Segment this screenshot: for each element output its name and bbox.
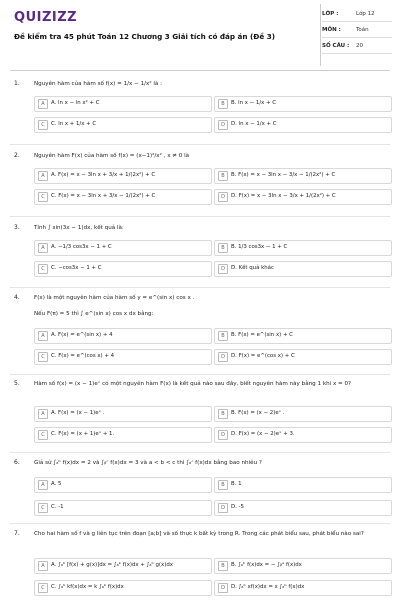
meta-key: SỐ CÂU : bbox=[322, 42, 350, 49]
option-letter: C bbox=[38, 120, 48, 130]
option-d[interactable] bbox=[214, 117, 392, 133]
question-text: Giả sử ∫ₐᵇ f(x)dx = 2 và ∫ᵦᶜ f(x)dx = 3 và a < b < c thì ∫ₐᶜ f(x)dx bằng bao nhiêu ? bbox=[34, 460, 262, 466]
option-c[interactable] bbox=[34, 117, 212, 133]
option-letter: A bbox=[38, 171, 48, 181]
option-text: A. F(x) = e^(sin x) + 4 bbox=[51, 332, 113, 338]
option-d[interactable] bbox=[214, 261, 392, 277]
option-text: C. F(x) = x − 3ln x + 3/x − 1/(2x²) + C bbox=[51, 193, 156, 199]
option-letter: D bbox=[218, 583, 228, 593]
option-text: C. ln x + 1/x + C bbox=[51, 121, 97, 127]
option-c[interactable] bbox=[34, 261, 212, 277]
option-letter: B bbox=[218, 480, 228, 490]
option-text: B. 1/3 cos3x − 1 + C bbox=[231, 244, 288, 250]
question-text: Nguyên hàm F(x) của hàm số f(x) = (x−1)²/x² , x ≠ 0 là bbox=[34, 153, 190, 159]
question-text: Hàm số f(x) = (x − 1)eˣ có một nguyên hàm F(x) là kết quả nào sau đây, biết nguyên hàm này bằng 1 khi x = 0? bbox=[34, 381, 352, 387]
question-3 bbox=[0, 222, 400, 284]
option-text: C. F(x) = (x + 1)eˣ + 1. bbox=[51, 431, 115, 437]
option-d[interactable] bbox=[214, 427, 392, 443]
option-text: D. ln x − 1/x + C bbox=[231, 121, 277, 127]
option-b[interactable] bbox=[214, 240, 392, 256]
option-c[interactable] bbox=[34, 427, 212, 443]
option-text: D. -5 bbox=[231, 504, 244, 510]
option-text: D. F(x) = (x − 2)eˣ + 3. bbox=[231, 431, 295, 437]
question-number: 1. bbox=[14, 80, 20, 87]
question-separator bbox=[10, 216, 390, 217]
question-text: Cho hai hàm số f và g liên tục trên đoạn [a;b] và số thực k bất kỳ trong R. Trong các phát biểu sau, phát biểu nào sai? bbox=[34, 531, 364, 537]
option-letter: B bbox=[218, 561, 228, 571]
option-letter: D bbox=[218, 352, 228, 362]
header-divider bbox=[10, 70, 390, 71]
option-text: B. ln x − 1/x + C bbox=[231, 100, 277, 106]
option-text: A. F(x) = (x − 1)eˣ . bbox=[51, 410, 105, 416]
option-letter: D bbox=[218, 430, 228, 440]
question-text: Nguyên hàm của hàm số f(x) = 1/x − 1/x² là : bbox=[34, 81, 163, 87]
option-letter: C bbox=[38, 583, 48, 593]
option-letter: B bbox=[218, 171, 228, 181]
option-b[interactable] bbox=[214, 168, 392, 184]
question-separator bbox=[10, 374, 390, 375]
meta-row-class bbox=[322, 6, 392, 22]
option-letter: B bbox=[218, 409, 228, 419]
question-number: 6. bbox=[14, 459, 20, 466]
option-text: D. F(x) = e^(cos x) + C bbox=[231, 353, 295, 359]
question-separator bbox=[10, 144, 390, 145]
meta-row-subject bbox=[322, 22, 392, 38]
option-a[interactable] bbox=[34, 406, 212, 422]
question-separator bbox=[10, 523, 390, 524]
option-a[interactable] bbox=[34, 168, 212, 184]
question-subtext: Nếu F(π) = 5 thì ∫ e^(sin x) cos x dx bằng: bbox=[34, 311, 154, 317]
option-text: A. F(x) = x − 3ln x + 3/x + 1/(2x²) + C bbox=[51, 172, 156, 178]
option-letter: C bbox=[38, 430, 48, 440]
question-number: 4. bbox=[14, 294, 20, 301]
meta-row-count bbox=[322, 38, 392, 54]
option-text: A. ln x − ln x² + C bbox=[51, 100, 100, 106]
question-5 bbox=[0, 378, 400, 450]
option-text: B. ∫ₐᵇ f(x)dx = − ∫ᵦᵃ f(x)dx bbox=[231, 562, 302, 568]
option-d[interactable] bbox=[214, 349, 392, 365]
meta-key: MÔN : bbox=[322, 26, 341, 33]
option-b[interactable] bbox=[214, 477, 392, 493]
meta-value: 20 bbox=[356, 42, 363, 49]
option-letter: C bbox=[38, 352, 48, 362]
question-6 bbox=[0, 457, 400, 519]
option-c[interactable] bbox=[34, 349, 212, 365]
option-letter: D bbox=[218, 503, 228, 513]
option-text: A. −1/3 cos3x − 1 + C bbox=[51, 244, 112, 250]
option-text: D. Kết quả khác bbox=[231, 265, 274, 271]
option-a[interactable] bbox=[34, 96, 212, 112]
option-letter: C bbox=[38, 503, 48, 513]
option-b[interactable] bbox=[214, 558, 392, 574]
option-letter: C bbox=[38, 264, 48, 274]
option-letter: A bbox=[38, 99, 48, 109]
option-text: D. ∫ₐᵇ xf(x)dx = x ∫ₐᵇ f(x)dx bbox=[231, 584, 305, 590]
meta-panel bbox=[322, 6, 392, 54]
question-text: Tính ∫ sin(3x − 1)dx, kết quả là: bbox=[34, 225, 124, 231]
meta-value: Lớp 12 bbox=[356, 10, 375, 17]
option-text: C. −cos3x − 1 + C bbox=[51, 265, 102, 271]
option-a[interactable] bbox=[34, 328, 212, 344]
question-7 bbox=[0, 528, 400, 600]
option-letter: B bbox=[218, 99, 228, 109]
meta-key: LỚP : bbox=[322, 10, 339, 17]
option-letter: D bbox=[218, 264, 228, 274]
option-a[interactable] bbox=[34, 558, 212, 574]
option-text: C. F(x) = e^(cos x) + 4 bbox=[51, 353, 115, 359]
option-letter: A bbox=[38, 480, 48, 490]
question-1 bbox=[0, 78, 400, 140]
option-a[interactable] bbox=[34, 477, 212, 493]
option-a[interactable] bbox=[34, 240, 212, 256]
option-d[interactable] bbox=[214, 500, 392, 516]
option-letter: A bbox=[38, 243, 48, 253]
option-text: B. F(x) = (x − 2)eˣ . bbox=[231, 410, 285, 416]
option-text: C. -1 bbox=[51, 504, 64, 510]
option-b[interactable] bbox=[214, 328, 392, 344]
question-text: F(x) là một nguyên hàm của hàm số y = e^(sin x) cos x . bbox=[34, 295, 195, 301]
option-text: C. ∫ₐᵇ kf(x)dx = k ∫ₐᵇ f(x)dx bbox=[51, 584, 124, 590]
option-letter: B bbox=[218, 331, 228, 341]
question-separator bbox=[10, 452, 390, 453]
option-c[interactable] bbox=[34, 500, 212, 516]
option-d[interactable] bbox=[214, 189, 392, 205]
question-number: 5. bbox=[14, 380, 20, 387]
question-number: 2. bbox=[14, 152, 20, 159]
page-title: Đề kiểm tra 45 phút Toán 12 Chương 3 Giải tích có đáp án (Đề 3) bbox=[14, 32, 275, 41]
option-b[interactable] bbox=[214, 406, 392, 422]
option-letter: D bbox=[218, 120, 228, 130]
option-letter: B bbox=[218, 243, 228, 253]
option-d[interactable] bbox=[214, 580, 392, 596]
option-text: A. ∫ₐᵇ [f(x) + g(x)]dx = ∫ₐᵇ f(x)dx + ∫ₐᵇ g(x)dx bbox=[51, 562, 173, 568]
option-text: A. 5 bbox=[51, 481, 62, 487]
option-letter: A bbox=[38, 409, 48, 419]
question-number: 3. bbox=[14, 224, 20, 231]
option-b[interactable] bbox=[214, 96, 392, 112]
option-letter: A bbox=[38, 561, 48, 571]
option-letter: D bbox=[218, 192, 228, 202]
question-2 bbox=[0, 150, 400, 212]
option-text: B. F(x) = x − 3ln x − 3/x − 1/(2x²) + C bbox=[231, 172, 336, 178]
question-number: 7. bbox=[14, 530, 20, 537]
option-letter: A bbox=[38, 331, 48, 341]
page-header bbox=[0, 0, 400, 68]
option-letter: C bbox=[38, 192, 48, 202]
meta-value: Toán bbox=[356, 26, 369, 33]
question-separator bbox=[10, 287, 390, 288]
quizizz-logo: QUIZIZZ bbox=[14, 10, 78, 25]
option-c[interactable] bbox=[34, 580, 212, 596]
question-4 bbox=[0, 292, 400, 370]
option-c[interactable] bbox=[34, 189, 212, 205]
option-text: B. 1 bbox=[231, 481, 242, 487]
option-text: D. F(x) = x − 3ln x − 3/x + 1/(2x²) + C bbox=[231, 193, 336, 199]
option-text: B. F(x) = e^(sin x) + C bbox=[231, 332, 293, 338]
